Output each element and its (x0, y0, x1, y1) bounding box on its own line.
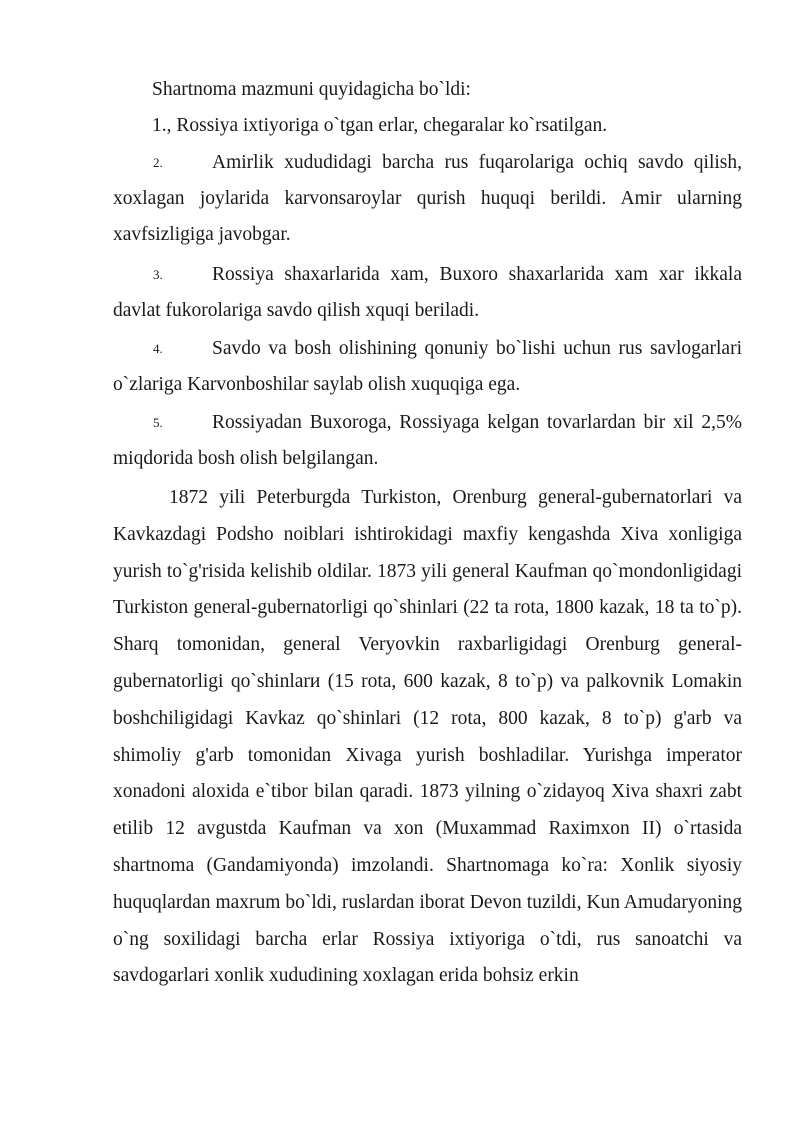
list-item-number: 4. (153, 341, 163, 356)
intro-line: Shartnoma mazmuni quyidagicha bo`ldi: (152, 79, 471, 100)
list-item-number: 2. (153, 155, 163, 170)
list-item-text: Amirlik xududidagi barcha rus fuqarolariga ochiq savdo qilish, xoxlagan joylarida karvonsaroylar qurish huquqi berildi. Amir ularning xavfsizligiga javobgar. (113, 152, 742, 245)
list-item-number: 3. (153, 267, 163, 282)
list-item-text: Rossiyadan Buxoroga, Rossiyaga kelgan tovarlardan bir xil 2,5% miqdorida bosh olish belgilangan. (113, 412, 742, 469)
list-item-1: 1., Rossiya ixtiyoriga o`tgan erlar, chegaralar ko`rsatilgan. (152, 115, 608, 136)
main-paragraph: 1872 yili Peterburgda Turkiston, Orenburg general-gubernatorlari va Kavkazdagi Podsho noiblari ishtirokidagi maxfiy kengashda Xiva xonligiga yurish to`g'risida kelishib oldilar. 1873 yili general Kaufman qo`mondonligidagi Turkiston general-gubernatorligi qo`shinlari (22 ta rota, 1800 kazak, 18 ta to`p). Sharq tomonidan, general Veryovkin raxbarligidagi Orenburg general-gubernatorligi qo`shinlarи (15 rota, 600 kazak, 8 to`p) va palkovnik Lomakin boshchiligidagi Kavkaz qo`shinlari (12 rota, 800 kazak, 8 to`p) g'arb va shimoliy g'arb tomonidan Xivaga yurish boshladilar. Yurishga imperator xonadoni aloxida e`tibor bilan qaradi. 1873 yilning o`zidayoq Xiva shaxri zabt etilib 12 avgustda Kaufman va xon (Muxammad Raximxon II) o`rtasida shartnoma (Gandamiyonda) imzolandi. Shartnomaga ko`ra: Xonlik siyosiy huquqlardan maxrum bo`ldi, ruslardan iborat Devon tuzildi, Kun Amudaryoning o`ng soxilidagi barcha erlar Rossiya ixtiyoriga o`tdi, rus sanoatchi va savdogarlari xonlik xududining xoxlagan erida bohsiz erkin (113, 487, 742, 987)
list-item-text: Savdo va bosh olishining qonuniy bo`lishi uchun rus savlogarlari o`zlariga Karvonboshilar saylab olish xuquqiga ega. (113, 338, 742, 395)
list-item-number: 5. (153, 415, 163, 430)
list-item-text: Rossiya shaxarlarida xam, Buxoro shaxarlarida xam xar ikkala davlat fukorolariga savdo qilish xquqi beriladi. (113, 264, 742, 321)
